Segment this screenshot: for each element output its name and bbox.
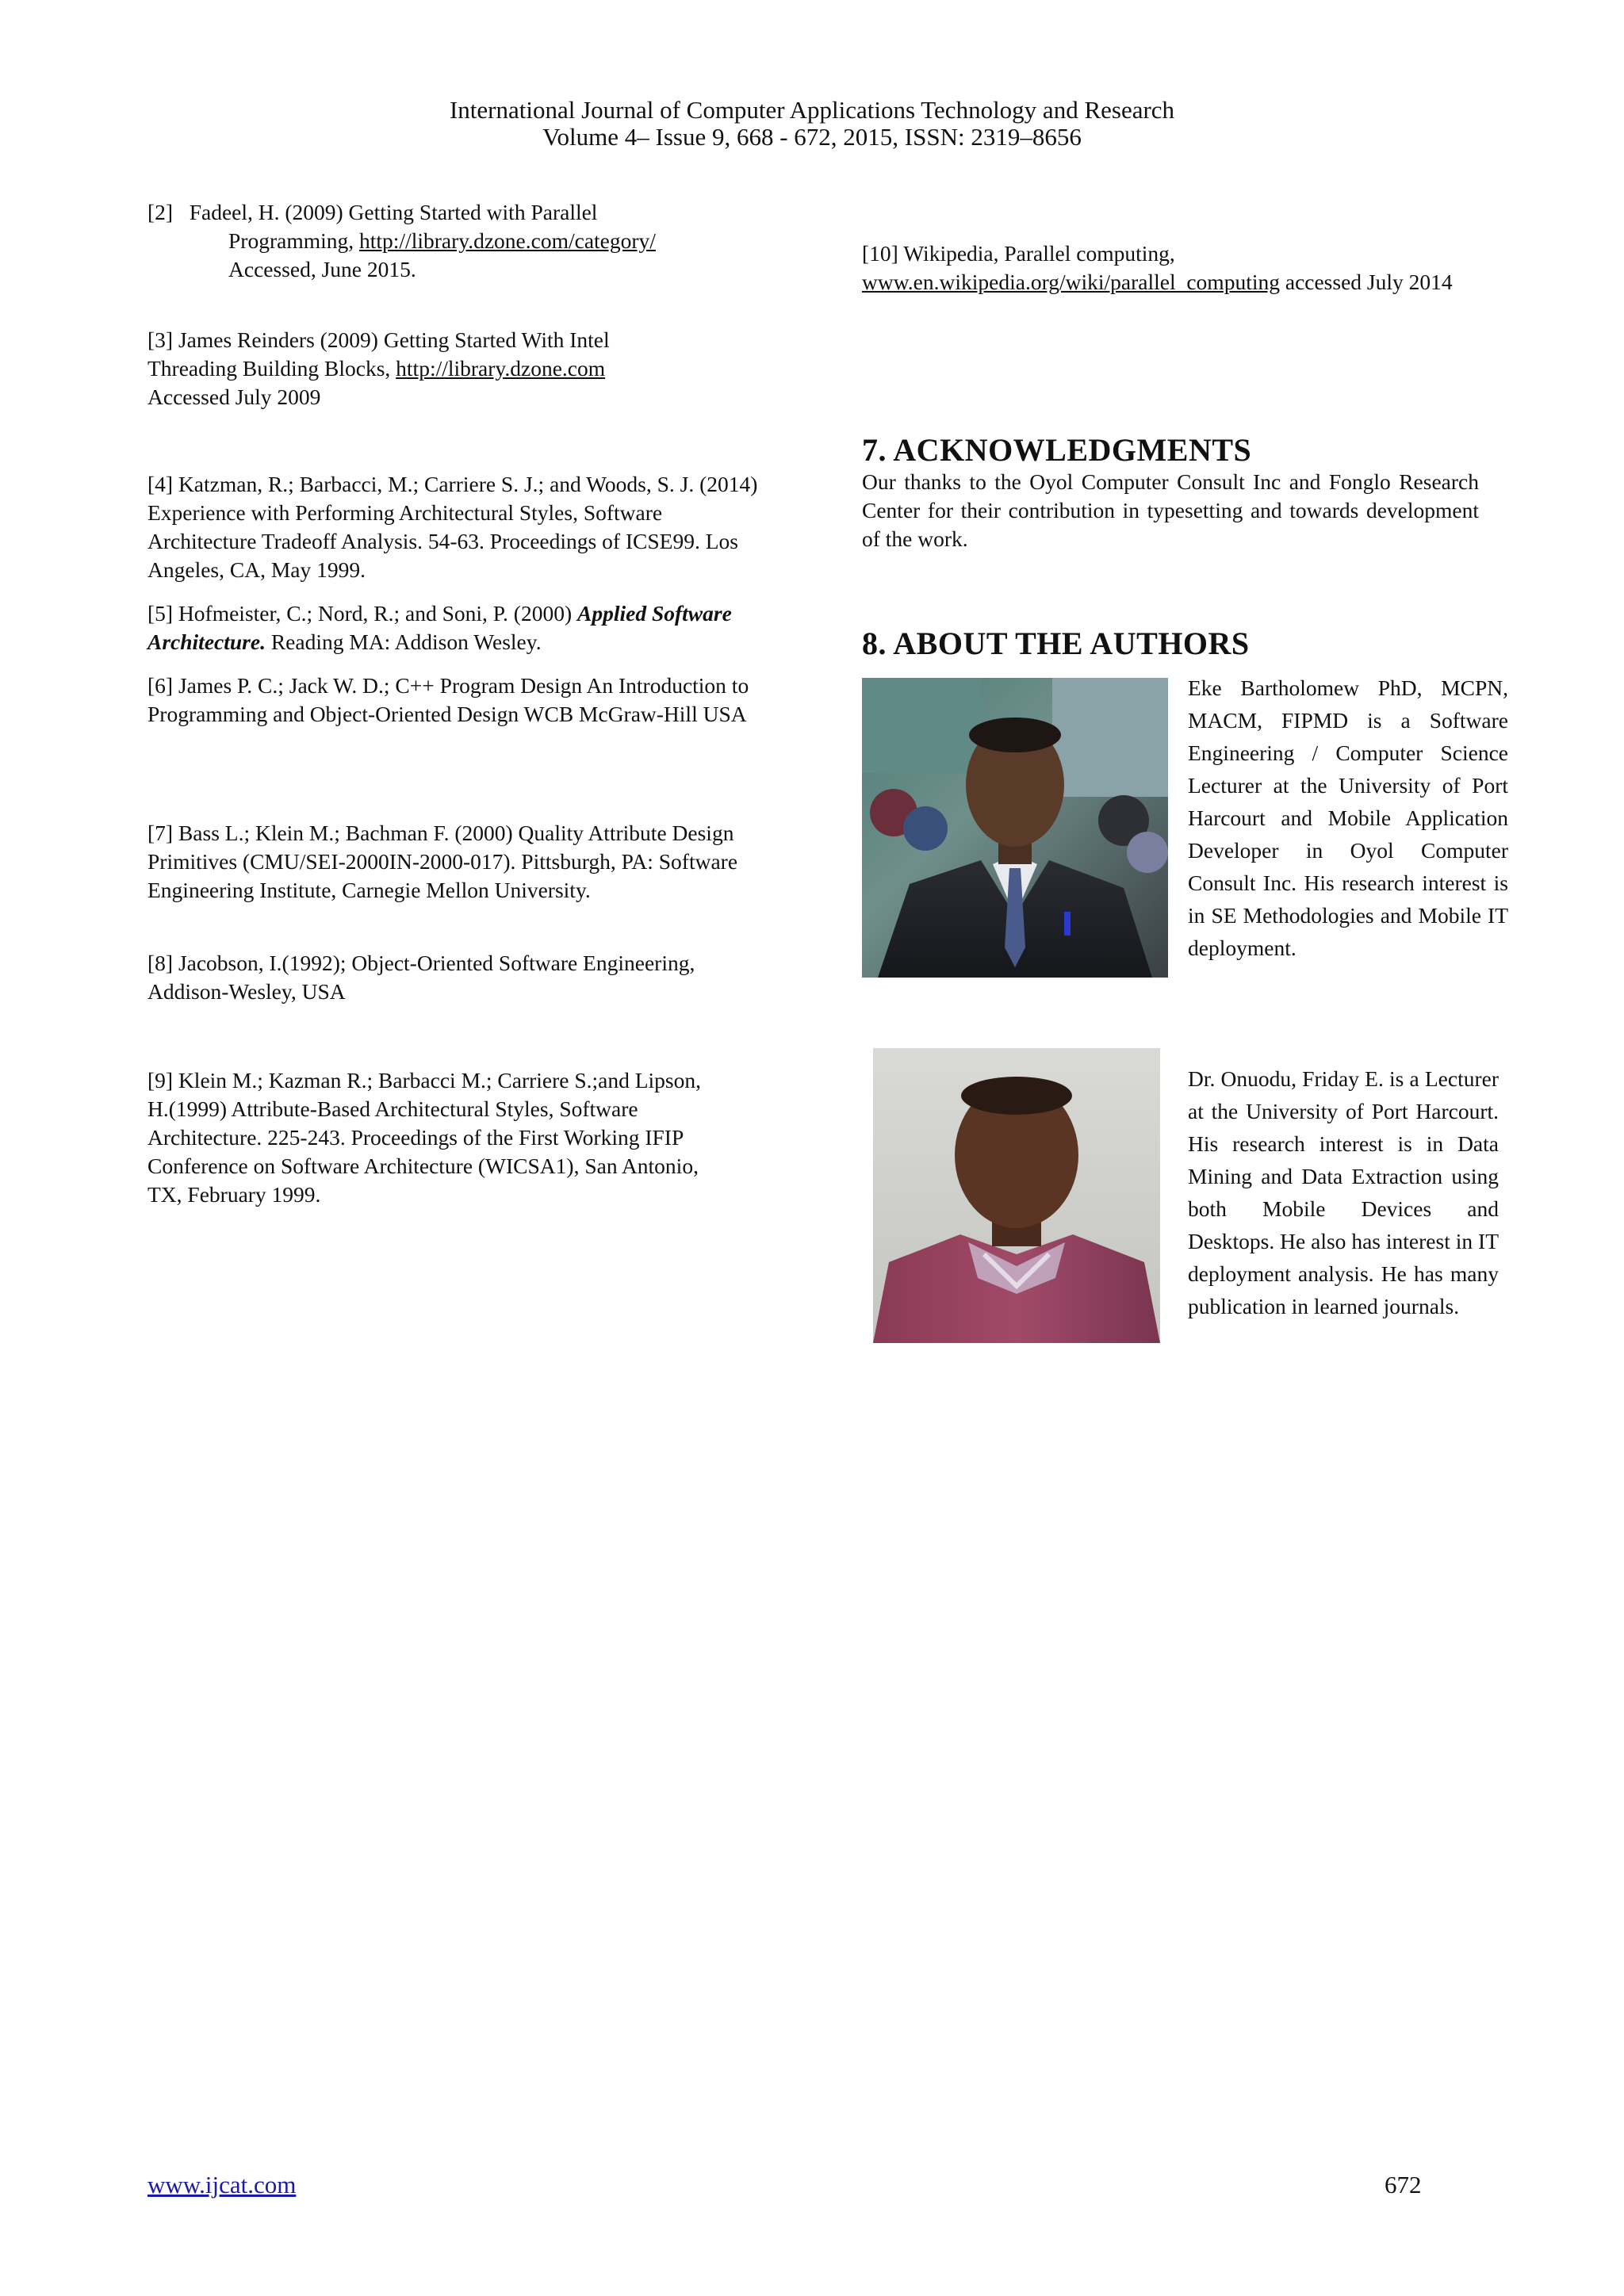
reference-3-link[interactable]: http://library.dzone.com [396, 356, 606, 381]
page-number: 672 [1385, 2171, 1422, 2198]
reference-7: [7] Bass L.; Klein M.; Bachman F. (2000) Quality Attribute Design Primitives (CMU/SEI-2000IN-2000-017). Pittsburgh, PA: Software Engineering Institute, Carnegie Mellon University. [147, 821, 738, 902]
journal-volume: Volume 4– Issue 9, 668 - 672, 2015, ISSN: 2319–8656 [542, 123, 1082, 151]
author1-photo [862, 678, 1168, 978]
reference-3-line1: [3] James Reinders (2009) Getting Started With Intel [147, 327, 610, 352]
reference-10 [862, 239, 1496, 297]
reference-10-link[interactable]: www.en.wikipedia.org/wiki/parallel_computing [862, 270, 1280, 294]
author2-photo [873, 1048, 1160, 1343]
journal-title: International Journal of Computer Applications Technology and Research [449, 96, 1175, 124]
reference-8: [8] Jacobson, I.(1992); Object-Oriented Software Engineering, Addison-Wesley, USA [147, 951, 695, 1004]
reference-2-line2: Programming, [228, 228, 359, 253]
reference-2-line3: Accessed, June 2015. [228, 257, 416, 281]
acknowledgments-body: Our thanks to the Oyol Computer Consult Inc and Fonglo Research Center for their contribution in typesetting and towards development of the work. [862, 469, 1479, 551]
footer-website-link[interactable]: www.ijcat.com [147, 2171, 297, 2198]
reference-10-line2: accessed July 2014 [1279, 270, 1453, 294]
author2-bio: Dr. Onuodu, Friday E. is a Lecturer at the University of Port Harcourt. His research interest is in Data Mining and Data Extraction using both Mobile Devices and Desktops. He also has interest in IT deployment analysis. He has many publication in learned journals. [1188, 1066, 1499, 1318]
journal-header [0, 97, 1624, 151]
author1-portrait-image [862, 678, 1168, 978]
author2-portrait-image [873, 1048, 1160, 1343]
reference-2-num: [2] [147, 200, 174, 224]
author1-bio: Eke Bartholomew PhD, MCPN, MACM, FIPMD is a Software Engineering / Computer Science Lecturer at the University of Port Harcourt and Mobile Application Developer in Oyol Computer Consult Inc. His research interest is in SE Methodologies and Mobile IT deployment. [1188, 675, 1508, 960]
acknowledgments-heading: 7. ACKNOWLEDGMENTS [862, 432, 1252, 468]
reference-2-link[interactable]: http://library.dzone.com/category/ [359, 228, 656, 253]
reference-3-line3: Accessed July 2009 [147, 385, 321, 409]
reference-5-book-title: Applied Software Architecture. [147, 601, 732, 654]
reference-2-line1: Fadeel, H. (2009) Getting Started with Parallel [189, 200, 598, 224]
reference-3-line2: Threading Building Blocks, [147, 356, 396, 381]
reference-10-line1: [10] Wikipedia, Parallel computing, [862, 241, 1175, 266]
reference-6: [6] James P. C.; Jack W. D.; C++ Program Design An Introduction to Programming and Object-Oriented Design WCB McGraw-Hill USA [147, 673, 749, 726]
reference-4: [4] Katzman, R.; Barbacci, M.; Carriere S. J.; and Woods, S. J. (2014) Experience with Performing Architectural Styles, Software Architecture Tradeoff Analysis. 54-63. Proceedings of ICSE99. Los Angeles, CA, May 1999. [147, 472, 758, 582]
about-authors-heading: 8. ABOUT THE AUTHORS [862, 626, 1250, 661]
reference-3 [147, 326, 766, 411]
reference-9: [9] Klein M.; Kazman R.; Barbacci M.; Carriere S.;and Lipson, H.(1999) Attribute-Based Architectural Styles, Software Architecture. 225-243. Proceedings of the First Working IFIP Conference on Software Architecture (WICSA1), San Antonio, TX, February 1999. [147, 1068, 702, 1207]
reference-5-text2: Reading MA: Addison Wesley. [265, 629, 542, 654]
reference-2 [147, 198, 766, 284]
reference-5 [147, 599, 766, 656]
reference-5-text1: [5] Hofmeister, C.; Nord, R.; and Soni, P. (2000) [147, 601, 577, 626]
